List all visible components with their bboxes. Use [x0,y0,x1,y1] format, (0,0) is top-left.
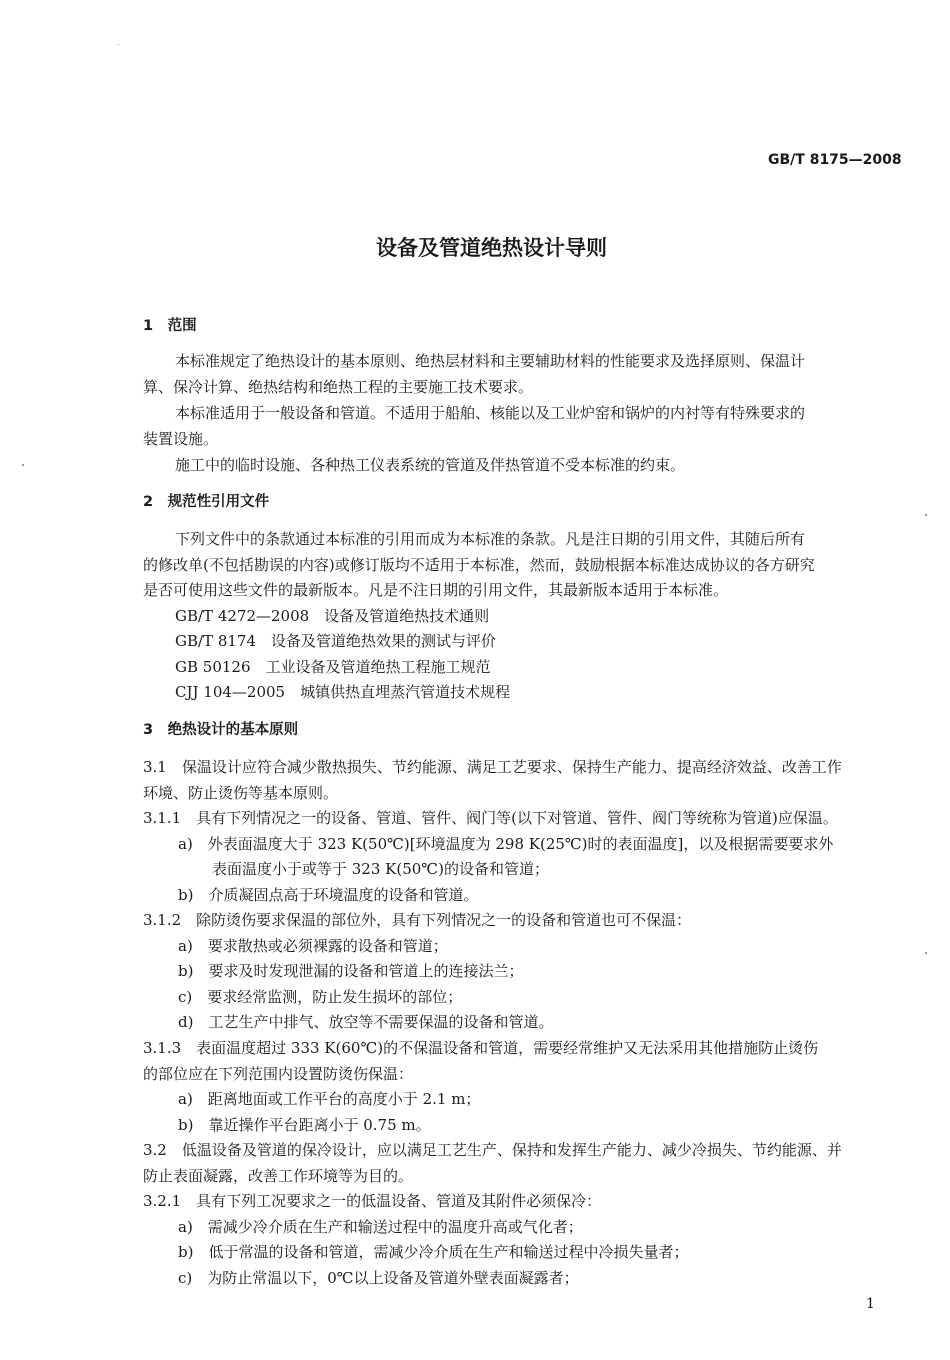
clause-3-1-2: 3.1.2 除防烫伤要求保温的部位外，具有下列情况之一的设备和管道也可不保温： [143,911,692,929]
reference-item: CJJ 104—2005 城镇供热直埋蒸汽管道技术规程 [175,683,511,701]
section-2-heading: 2 规范性引用文件 [143,494,270,510]
reference-item: GB 50126 工业设备及管道绝热工程施工规范 [175,658,491,676]
clause-3-1-2-a: a) 要求散热或必须裸露的设备和管道； [178,937,448,955]
section-1-para-3: 施工中的临时设施、各种热工仪表系统的管道及伴热管道不受本标准的约束。 [175,456,686,474]
section-1-para-2-line-1: 本标准适用于一般设备和管道。不适用于船舶、核能以及工业炉窑和锅炉的内衬等有特殊要求的 [175,404,806,422]
section-2-para-line-3: 是否可使用这些文件的最新版本。凡是不注日期的引用文件，其最新版本适用于本标准。 [143,581,729,599]
scan-speck [925,952,927,954]
scan-speck [925,514,927,516]
clause-3-1-1-a-line-2: 表面温度小于或等于 323 K(50℃)的设备和管道； [212,860,549,878]
clause-3-2-1-b: b) 低于常温的设备和管道，需减少冷介质在生产和输送过程中冷损失量者； [178,1243,689,1261]
section-1-para-2-line-2: 装置设施。 [143,430,219,448]
scan-speck [22,464,24,466]
clause-3-2-1-c: c) 为防止常温以下，0℃以上设备及管道外壁表面凝露者； [178,1269,579,1287]
section-2-para-line-1: 下列文件中的条款通过本标准的引用而成为本标准的条款。凡是注日期的引用文件，其随后所有 [175,530,806,548]
clause-3-1-3-a: a) 距离地面或工作平台的高度小于 2.1 m； [178,1090,481,1108]
page-title: 设备及管道绝热设计导则 [376,236,607,260]
section-1-para-1-line-2: 算、保冷计算、绝热结构和绝热工程的主要施工技术要求。 [143,378,534,396]
clause-3-1-line-1: 3.1 保温设计应符合减少散热损失、节约能源、满足工艺要求、保持生产能力、提高经济效益、改善工作 [143,758,842,776]
clause-3-2-1-a: a) 需减少冷介质在生产和输送过程中的温度升高或气化者； [178,1218,583,1236]
standard-code: GB/T 8175—2008 [768,152,902,168]
reference-item: GB/T 8174 设备及管道绝热效果的测试与评价 [175,632,497,650]
section-1-heading: 1 范围 [143,318,197,334]
clause-3-1-1-b: b) 介质凝固点高于环境温度的设备和管道。 [178,886,479,904]
clause-3-1-1-a-line-1: a) 外表面温度大于 323 K(50℃)[环境温度为 298 K(25℃)时的表面温度]，以及根据需要要求外 [178,835,834,853]
clause-3-1-2-b: b) 要求及时发现泄漏的设备和管道上的连接法兰； [178,962,524,980]
clause-3-1-3-b: b) 靠近操作平台距离小于 0.75 m。 [178,1116,431,1134]
section-3-heading: 3 绝热设计的基本原则 [143,722,299,738]
reference-item: GB/T 4272—2008 设备及管道绝热技术通则 [175,607,490,625]
page-number: 1 [866,1296,875,1312]
clause-3-1-line-2: 环境、防止烫伤等基本原则。 [143,784,339,802]
clause-3-2-line-1: 3.2 低温设备及管道的保冷设计，应以满足工艺生产、保持和发挥生产能力、减少冷损失、节约能源、并 [143,1141,842,1159]
clause-3-1-2-c: c) 要求经常监测，防止发生损坏的部位； [178,988,463,1006]
scan-speck [118,44,119,45]
section-2-para-line-2: 的修改单(不包括勘误的内容)或修订版均不适用于本标准，然而，鼓励根据本标准达成协议的各方研究 [143,556,815,574]
clause-3-1-1: 3.1.1 具有下列情况之一的设备、管道、管件、阀门等(以下对管道、管件、阀门等统称为管道)应保温。 [143,809,838,827]
clause-3-2-line-2: 防止表面凝露，改善工作环境等为目的。 [143,1167,414,1185]
clause-3-2-1: 3.2.1 具有下列工况要求之一的低温设备、管道及其附件必须保冷： [143,1192,602,1210]
clause-3-1-2-d: d) 工艺生产中排气、放空等不需要保温的设备和管道。 [178,1013,554,1031]
clause-3-1-3-line-1: 3.1.3 表面温度超过 333 K(60℃)的不保温设备和管道，需要经常维护又无法采用其他措施防止烫伤 [143,1039,819,1057]
section-1-para-1-line-1: 本标准规定了绝热设计的基本原则、绝热层材料和主要辅助材料的性能要求及选择原则、保温计 [175,352,806,370]
clause-3-1-3-line-2: 的部位应在下列范围内设置防烫伤保温： [143,1065,414,1083]
